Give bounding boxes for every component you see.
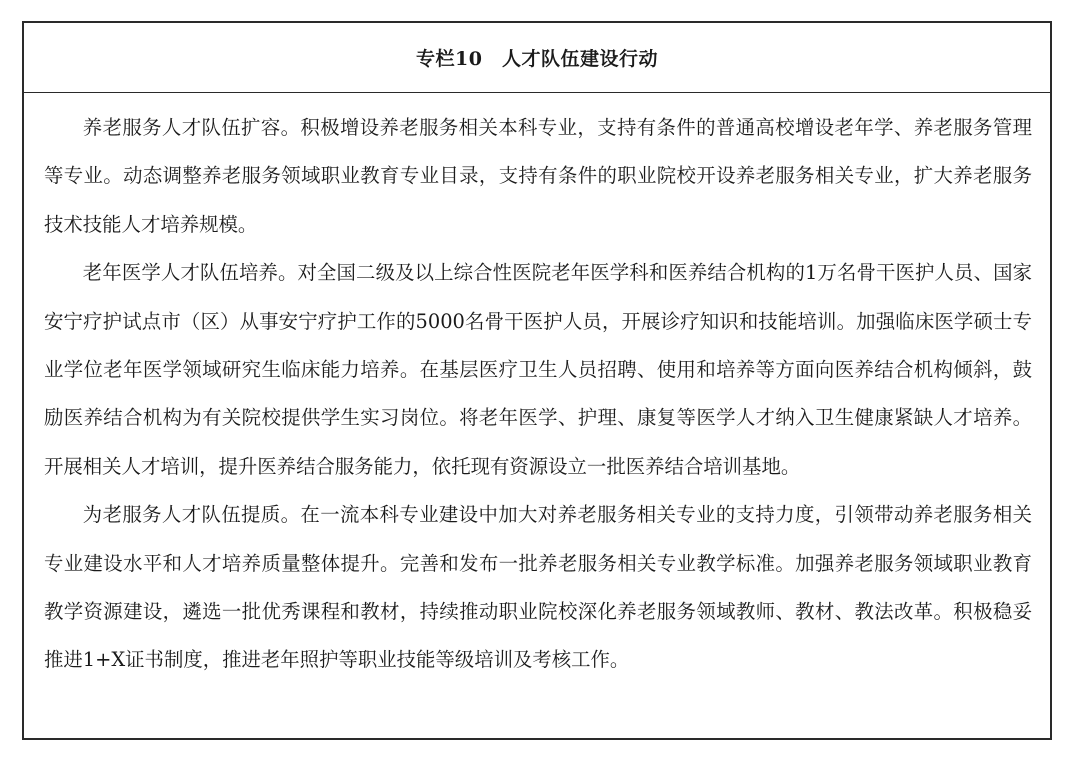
paragraph-quality-improvement: 为老服务人才队伍提质。在一流本科专业建设中加大对养老服务相关专业的支持力度，引领带动养老服务相关专业建设水平和人才培养质量整体提升。完善和发布一批养老服务相关专业教学标准。加强养老服务领域职业教育教学资源建设，遴选一批优秀课程和教材，持续推动职业院校深化养老服务领域教师、教材、教法改革。积极稳妥推进1+X证书制度，推进老年照护等职业技能等级培训及考核工作。 bbox=[44, 503, 1032, 672]
sidebar-box bbox=[22, 21, 1052, 740]
paragraph-geriatric-medicine: 老年医学人才队伍培养。对全国二级及以上综合性医院老年医学科和医养结合机构的1万名骨干医护人员、国家安宁疗护试点市（区）从事安宁疗护工作的5000名骨干医护人员，开展诊疗知识和技能培训。加强临床医学硕士专业学位老年医学领域研究生临床能力培养。在基层医疗卫生人员招聘、使用和培养等方面向医养结合机构倾斜，鼓励医养结合机构为有关院校提供学生实习岗位。将老年医学、护理、康复等医学人才纳入卫生健康紧缺人才培养。开展相关人才培训，提升医养结合服务能力，依托现有资源设立一批医养结合培训基地。 bbox=[44, 261, 1032, 478]
paragraph-talent-expansion: 养老服务人才队伍扩容。积极增设养老服务相关本科专业，支持有条件的普通高校增设老年学、养老服务管理等专业。动态调整养老服务领域职业教育专业目录，支持有条件的职业院校开设养老服务相关专业，扩大养老服务技术技能人才培养规模。 bbox=[44, 116, 1032, 236]
box-body bbox=[24, 93, 1050, 685]
box-title: 专栏10 人才队伍建设行动 bbox=[416, 48, 658, 70]
box-header bbox=[24, 23, 1050, 92]
